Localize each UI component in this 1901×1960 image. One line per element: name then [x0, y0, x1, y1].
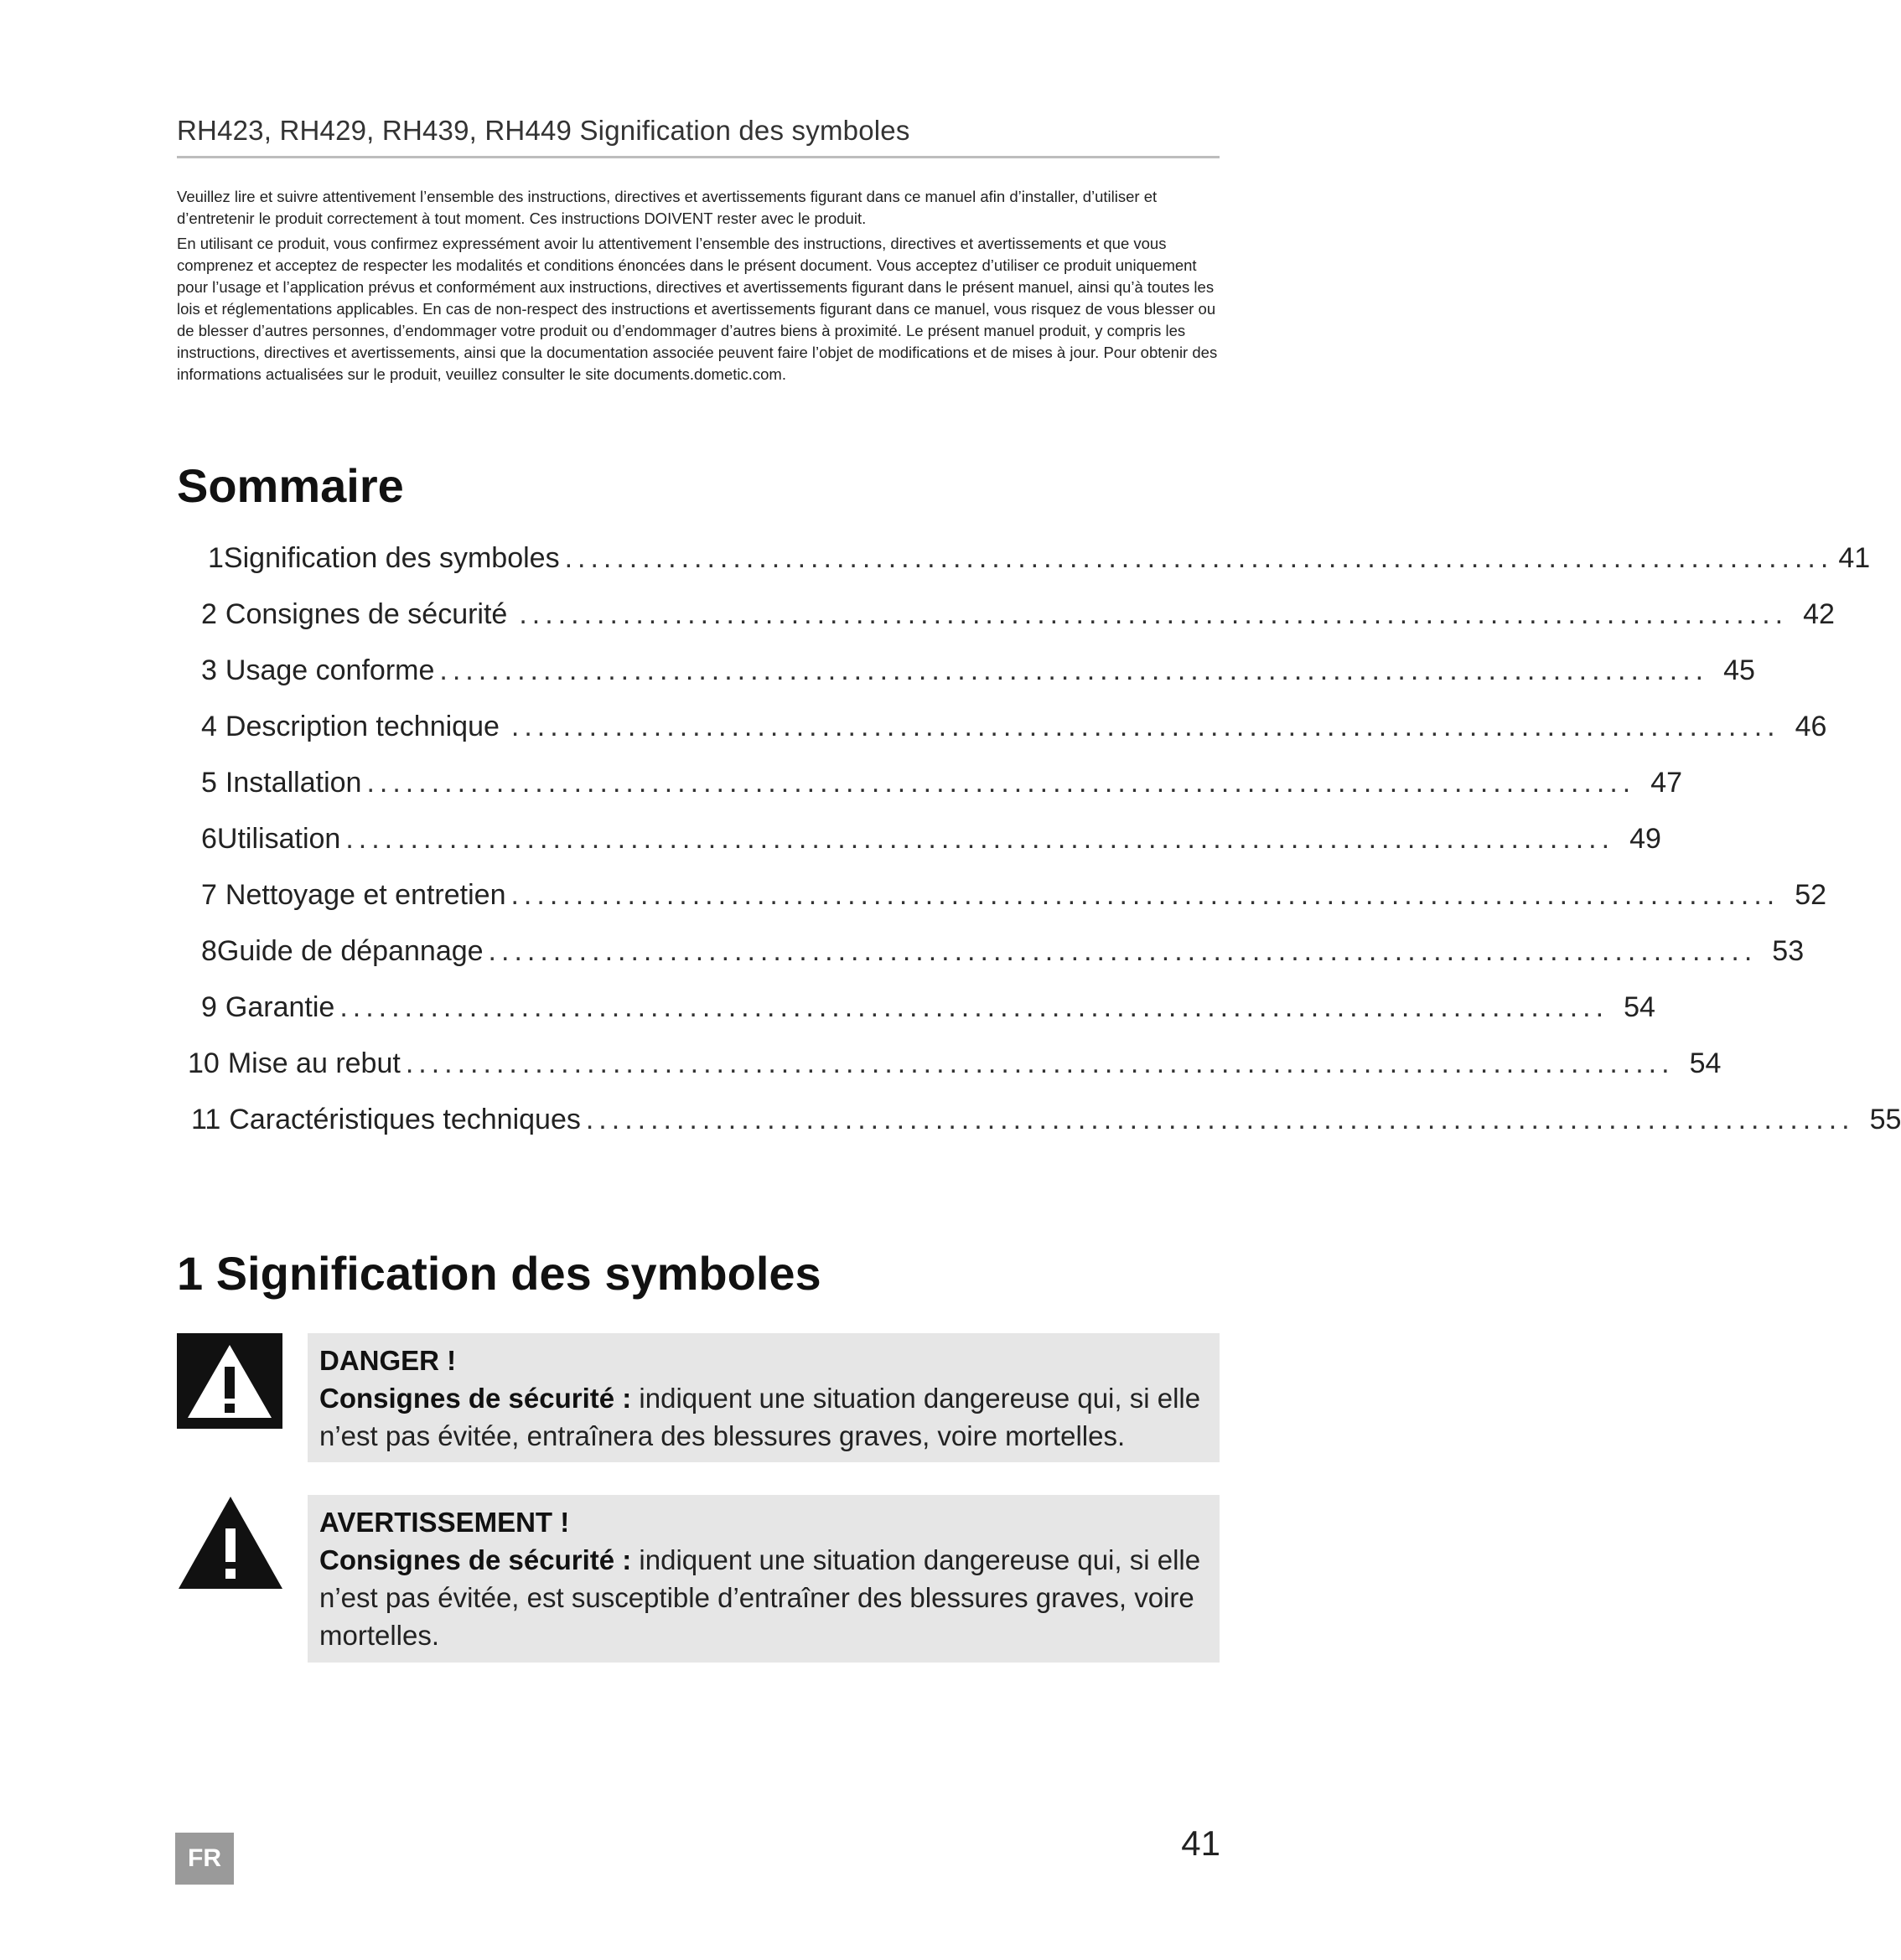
warning-notice-lead: Consignes de sécurité :: [319, 1544, 632, 1575]
toc-entry[interactable]: [201, 989, 1655, 1026]
toc-entry[interactable]: [201, 820, 1661, 857]
toc-heading: Sommaire: [177, 459, 404, 512]
toc-entry[interactable]: [201, 877, 1827, 913]
toc-leader-dots: ..................................................................................................: [564, 542, 1834, 574]
header-rule: [177, 156, 1220, 158]
section-heading: 1 Signification des symboles: [177, 1247, 821, 1300]
toc-leader-dots: ..................................................................................................: [366, 767, 1636, 799]
toc-entry-number: 4: [201, 711, 217, 742]
page-header: [177, 112, 1220, 158]
warning-notice-text: indiquent une situation dangereuse qui, si elle n’est pas évitée, est susceptible d’entraîner des blessures graves, voire mortelles.: [319, 1544, 1201, 1651]
toc-entry-number: 8: [201, 935, 217, 967]
toc-entry-title: Nettoyage et entretien: [225, 879, 506, 911]
toc-leader-dots: ..................................................................................................: [585, 1104, 1855, 1135]
danger-notice-text: indiquent une situation dangereuse qui, si elle n’est pas évitée, entraînera des blessures graves, voire mortelles.: [319, 1383, 1201, 1451]
toc-leader-dots: ..................................................................................................: [439, 654, 1709, 686]
toc-entry-page: 52: [1795, 879, 1827, 911]
toc-entry-number: 11: [191, 1104, 221, 1135]
intro-paragraph-1: Veuillez lire et suivre attentivement l’ensemble des instructions, directives et avertissements figurant dans ce manuel afin d’installer, d’utiliser et d’entretenir le produit correctement à tout moment. Ces instructions DOIVENT rester avec le produit.: [177, 188, 1158, 227]
toc-entry-page: 47: [1650, 767, 1683, 799]
toc-entry-title: Garantie: [225, 991, 335, 1023]
toc-entry-number: 3: [201, 654, 217, 686]
toc-entry-title: Description technique: [225, 711, 500, 742]
toc-entry-title: Caractéristiques techniques: [229, 1104, 581, 1135]
toc-leader-dots: ..................................................................................................: [510, 879, 1780, 911]
page-number: 41: [1181, 1823, 1220, 1863]
toc-leader-dots: ..................................................................................................: [345, 823, 1615, 855]
danger-notice-body: [319, 1379, 1208, 1455]
toc-entry-page: 54: [1624, 991, 1655, 1023]
toc-entry-number: 2: [201, 598, 217, 630]
header-title: RH423, RH429, RH439, RH449 Signification des symboles: [177, 115, 910, 146]
table-of-contents: [0, 528, 1901, 1135]
toc-entry-title: Mise au rebut: [227, 1047, 401, 1079]
toc-entry-page: 54: [1689, 1047, 1722, 1079]
toc-entry-number: 1: [208, 542, 224, 574]
toc-entry[interactable]: [201, 596, 1835, 633]
toc-entry-page: 49: [1629, 823, 1661, 855]
intro-paragraph-2: En utilisant ce produit, vous confirmez expressément avoir lu attentivement l’ensemble des instructions, directives et avertissements et que vous comprenez et acceptez de respecter les modalités et conditions énoncées dans le présent document. Vous acceptez d’utiliser ce produit uniquement pour l’usage et l’application prévus et conformément aux instructions, directives et avertissements figurant dans le présent manuel, ainsi qu’à toutes les lois et réglementations applicables. En cas de non-respect des instructions et avertissements figurant dans ce manuel, vous risquez de vous blesser ou de blesser d’autres personnes, d’endommager votre produit ou d’endommager d’autres biens à proximité. Le présent manuel produit, y compris les instructions, directives et avertissements, ainsi que la documentation associée peuvent faire l’objet de modifications et de mises à jour. Pour obtenir des informations actualisées sur le produit, veuillez consulter le site documents.dometic.com.: [177, 235, 1218, 383]
toc-entry-page: 53: [1772, 935, 1805, 967]
language-badge: FR: [175, 1833, 234, 1885]
toc-entry[interactable]: [191, 1101, 1901, 1138]
danger-warning-square-icon: [177, 1333, 282, 1429]
toc-leader-dots: ..................................................................................................: [488, 935, 1758, 967]
toc-leader-dots: ..................................................................................................: [339, 991, 1609, 1023]
toc-entry-page: 55: [1869, 1104, 1901, 1135]
toc-leader-dots: ..................................................................................................: [519, 598, 1789, 630]
toc-entry[interactable]: [201, 708, 1827, 745]
toc-entry-page: 46: [1795, 711, 1827, 742]
toc-entry-title: Usage conforme: [225, 654, 435, 686]
toc-entry-page: 45: [1723, 654, 1755, 686]
toc-entry-number: 5: [201, 767, 217, 799]
toc-entry-number: 10: [188, 1047, 220, 1079]
toc-entry[interactable]: [201, 652, 1755, 689]
toc-entry[interactable]: [201, 933, 1805, 970]
toc-entry-title: Consignes de sécurité: [225, 598, 508, 630]
toc-entry-page: 41: [1838, 542, 1871, 574]
intro-text: [177, 186, 1220, 389]
toc-leader-dots: ..................................................................................................: [405, 1047, 1675, 1079]
warning-notice-heading: AVERTISSEMENT !: [319, 1507, 570, 1538]
danger-notice-lead: Consignes de sécurité :: [319, 1383, 632, 1414]
danger-notice-heading: DANGER !: [319, 1345, 457, 1376]
toc-entry-page: 42: [1803, 598, 1835, 630]
toc-entry[interactable]: [201, 764, 1683, 801]
toc-entry-number: 6: [201, 823, 217, 855]
danger-notice: [308, 1333, 1220, 1462]
toc-entry-title: Installation: [225, 767, 362, 799]
toc-entry-number: 9: [201, 991, 217, 1023]
warning-triangle-icon: [177, 1495, 284, 1590]
toc-entry-title: Utilisation: [216, 823, 341, 855]
toc-entry-number: 7: [201, 879, 217, 911]
warning-notice-body: [319, 1541, 1208, 1654]
toc-entry-title: Signification des symboles: [223, 542, 560, 574]
toc-entry-title: Guide de dépannage: [216, 935, 484, 967]
toc-leader-dots: ..................................................................................................: [510, 711, 1780, 742]
toc-entry[interactable]: [188, 1045, 1722, 1082]
toc-entry[interactable]: [208, 540, 1871, 577]
warning-notice: [308, 1495, 1220, 1663]
